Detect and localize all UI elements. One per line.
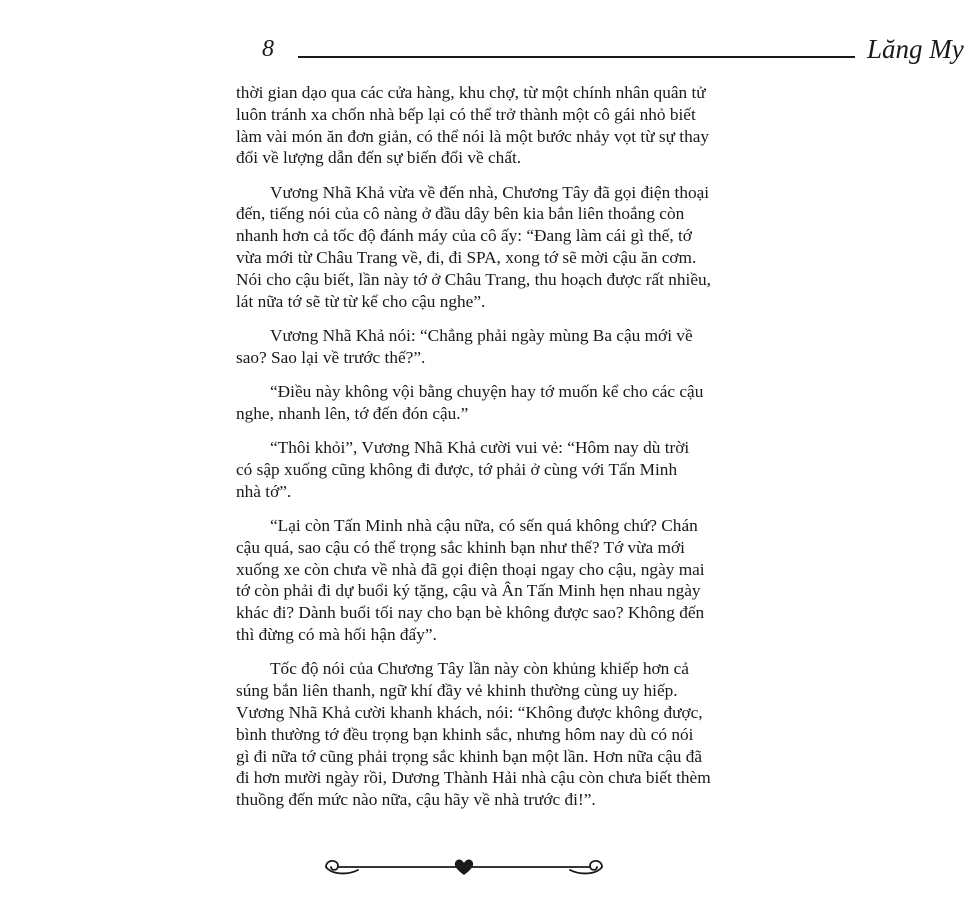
text-line: “Lại còn Tấn Minh nhà cậu nữa, có sến quá không chứ? Chán [270,516,698,536]
paragraph [236,182,711,313]
page-number: 8 [262,36,274,62]
page-header [262,34,964,66]
text-line: “Thôi khỏi”, Vương Nhã Khả cười vui vẻ: “Hôm nay dù trời [270,438,690,458]
text-line: “Điều này không vội bằng chuyện hay tớ muốn kể cho các cậu [270,382,704,402]
text-line: thì đừng có mà hối hận đấy”. [236,625,437,645]
text-line: Vương Nhã Khả vừa về đến nhà, Chương Tây đã gọi điện thoại [270,182,710,202]
text-line: nhà tớ”. [236,481,292,501]
text-line: đi hơn mười ngày rồi, Dương Thành Hải nhà cậu còn chưa biết thèm [236,768,711,788]
text-line: khác đi? Dành buổi tối nay cho bạn bè không được sao? Không đến [236,603,705,623]
text-line: đổi về lượng dẫn đến sự biến đổi về chất. [236,148,522,168]
text-line: tớ còn phải đi dự buổi ký tặng, cậu và Ân Tấn Minh hẹn nhau ngày [236,581,701,601]
text-line: xuống xe còn chưa về nhà đã gọi điện thoại ngay cho cậu, ngày mai [236,559,705,579]
paragraph [236,82,708,169]
text-line: luôn tránh xa chốn nhà bếp lại có thể trở thành một cô gái nhỏ biết [236,104,696,124]
text-line: bình thường tớ đều trọng bạn khinh sắc, nhưng hôm nay dù có nói [236,724,694,744]
text-line: súng bắn liên thanh, ngữ khí đầy vẻ khinh thường cùng uy hiếp. [236,681,678,701]
header-rule [298,56,855,58]
text-line: Vương Nhã Khả nói: “Chẳng phải ngày mùng Ba cậu mới về [270,325,693,345]
text-line: nghe, nhanh lên, tớ đến đón cậu.” [236,403,469,423]
text-line: làm vài món ăn đơn giản, có thể nói là một bước nhảy vọt từ sự thay [236,126,710,146]
text-line: cậu quá, sao cậu có thể trọng sắc khinh bạn như thế? Tớ vừa mới [236,537,685,557]
text-line: sao? Sao lại về trước thế?”. [236,347,426,367]
body-text [236,82,711,823]
text-line: lát nữa tớ sẽ từ từ kể cho cậu nghe”. [236,291,486,311]
text-line: thời gian dạo qua các cửa hàng, khu chợ, từ một chính nhân quân tử [236,83,706,102]
paragraph [236,381,708,425]
text-line: Nói cho cậu biết, lần này tớ ở Châu Trang, thu hoạch được rất nhiều, [236,269,711,289]
paragraph [236,437,708,502]
paragraph [236,515,708,646]
text-line: nhanh hơn cả tốc độ đánh máy của cô ấy: “Đang làm cái gì thế, tớ [236,226,692,246]
paragraph [236,658,711,811]
text-line: đến, tiếng nói của cô nàng ở đầu dây bên kia bắn liên thoắng còn [236,204,685,224]
text-line: vừa mới từ Châu Trang về, đi, đi SPA, xong tớ sẽ mời cậu ăn cơm. [236,248,697,268]
running-title: Lăng My [867,34,964,64]
text-line: gì đi nữa tớ cũng phải trọng sắc khinh bạn một lần. Hơn nữa cậu đã [236,746,703,766]
heart-scroll-flourish-icon [318,842,610,892]
text-line: Vương Nhã Khả cười khanh khách, nói: “Không được không được, [236,702,703,722]
paragraph [236,325,708,369]
text-line: có sập xuống cũng không đi được, tớ phải ở cùng với Tấn Minh [236,459,678,479]
text-line: thuồng đến mức nào nữa, cậu hãy về nhà trước đi!”. [236,790,596,810]
text-line: Tốc độ nói của Chương Tây lần này còn khủng khiếp hơn cả [270,659,689,679]
